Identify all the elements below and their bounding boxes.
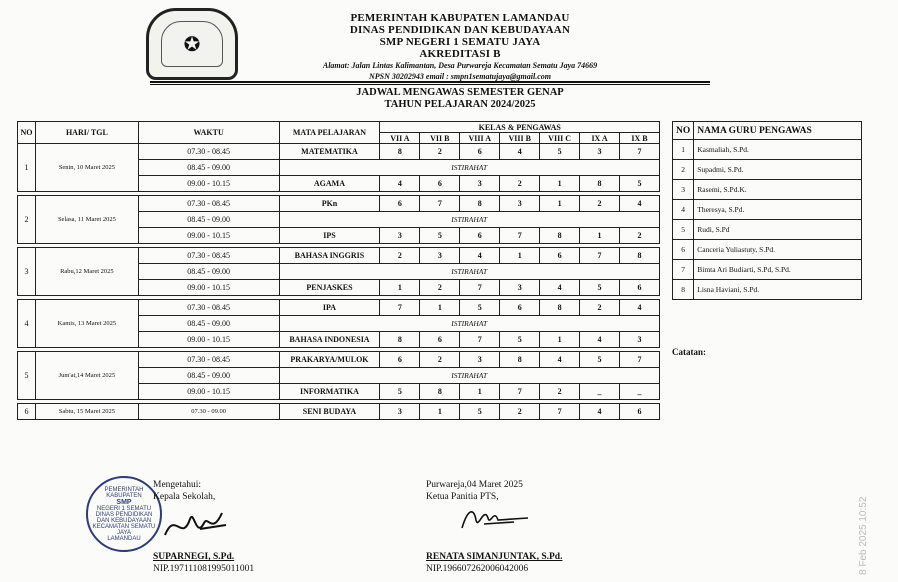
cell-value: 3 <box>420 248 460 264</box>
cell-value: 5 <box>420 228 460 244</box>
cell-subject: AGAMA <box>279 176 380 192</box>
guru-row <box>673 260 862 280</box>
guru-no: 5 <box>673 220 694 240</box>
schedule-table <box>17 121 660 420</box>
cell-value: 2 <box>500 176 540 192</box>
cell-break-time: 08.45 - 09.00 <box>138 160 279 176</box>
cell-value: 1 <box>500 248 540 264</box>
cell-value: 1 <box>540 196 580 212</box>
cell-value: 2 <box>380 248 420 264</box>
cell-value: 8 <box>540 300 580 316</box>
cell-no: 1 <box>18 144 36 192</box>
cell-subject: IPS <box>279 228 380 244</box>
cell-break-time: 08.45 - 09.00 <box>138 212 279 228</box>
emblem-icon: ✪ <box>161 21 223 67</box>
cell-no: 3 <box>18 248 36 296</box>
cell-value: 3 <box>380 228 420 244</box>
guru-name: Bimta Ari Budiarti, S.Pd, S.Pd. <box>694 260 862 280</box>
col-class: VIII A <box>460 133 500 144</box>
guru-row <box>673 280 862 300</box>
cell-value: 4 <box>540 280 580 296</box>
cell-value: 6 <box>540 248 580 264</box>
cell-value: 3 <box>500 280 540 296</box>
cell-value: 6 <box>460 228 500 244</box>
stamp-line-3: DAN KEBUDAYAAN <box>96 517 152 524</box>
cell-day: Rabu,12 Maret 2025 <box>35 248 138 296</box>
guru-row <box>673 140 862 160</box>
cell-value: 7 <box>620 352 660 368</box>
sign-left-name: SUPARNEGI, S.Pd. <box>153 552 235 562</box>
cell-value: 8 <box>500 352 540 368</box>
cell-value: 5 <box>460 300 500 316</box>
cell-break-label: ISTIRAHAT <box>279 368 660 384</box>
cell-time: 07.30 - 08.45 <box>138 300 279 316</box>
sign-right-nip: NIP.196607262006042006 <box>426 564 529 574</box>
guru-table <box>672 121 862 300</box>
catatan-label: Catatan: <box>672 347 706 357</box>
guru-name: Rasemi, S.Pd.K. <box>694 180 862 200</box>
cell-value: 4 <box>580 332 620 348</box>
cell-subject: PRAKARYA/MULOK <box>279 352 380 368</box>
cell-value: 1 <box>420 404 460 420</box>
cell-no: 4 <box>18 300 36 348</box>
header-rule <box>150 81 710 85</box>
col-group: KELAS & PENGAWAS <box>380 122 660 133</box>
cell-value: 7 <box>460 332 500 348</box>
cell-time: 07.30 - 08.45 <box>138 352 279 368</box>
cell-subject: SENI BUDAYA <box>279 404 380 420</box>
guru-name: Theresya, S.Pd. <box>694 200 862 220</box>
cell-value: 5 <box>620 176 660 192</box>
guru-name: Kasmaliah, S.Pd. <box>694 140 862 160</box>
cell-value: 2 <box>580 196 620 212</box>
guru-row <box>673 220 862 240</box>
table-row <box>18 144 660 160</box>
header-line-3: SMP NEGERI 1 SEMATU JAYA <box>379 36 541 48</box>
guru-row <box>673 200 862 220</box>
cell-break-label: ISTIRAHAT <box>279 160 660 176</box>
cell-value: 7 <box>500 228 540 244</box>
cell-subject: BAHASA INDONESIA <box>279 332 380 348</box>
col-time: WAKTU <box>138 122 279 144</box>
cell-break-label: ISTIRAHAT <box>279 264 660 280</box>
cell-time: 09.00 - 10.15 <box>138 176 279 192</box>
cell-break-time: 08.45 - 09.00 <box>138 368 279 384</box>
sign-right-line-1: Purwareja,04 Maret 2025 <box>426 480 523 490</box>
guru-no: 7 <box>673 260 694 280</box>
cell-value: 2 <box>500 404 540 420</box>
cell-value: 8 <box>420 384 460 400</box>
cell-value: 7 <box>500 384 540 400</box>
cell-time: 07.30 - 09.00 <box>138 404 279 420</box>
col-class: IX B <box>620 133 660 144</box>
guru-no: 8 <box>673 280 694 300</box>
cell-value: 7 <box>420 196 460 212</box>
cell-value: 7 <box>580 248 620 264</box>
cell-value: 3 <box>380 404 420 420</box>
cell-value: 6 <box>620 280 660 296</box>
sign-right-name: RENATA SIMANJUNTAK, S.Pd. <box>426 552 563 562</box>
cell-day: Selasa, 11 Maret 2025 <box>35 196 138 244</box>
cell-time: 07.30 - 08.45 <box>138 144 279 160</box>
cell-value: 5 <box>380 384 420 400</box>
sign-left-line-2: Kepala Sekolah, <box>153 492 216 502</box>
header-line-4: AKREDITASI B <box>419 48 501 60</box>
cell-value: 6 <box>380 196 420 212</box>
cell-value: 4 <box>500 144 540 160</box>
cell-value: 8 <box>540 228 580 244</box>
sign-right-line-2: Ketua Panitia PTS, <box>426 492 499 502</box>
cell-value: 4 <box>460 248 500 264</box>
guru-row <box>673 240 862 260</box>
cell-no: 5 <box>18 352 36 400</box>
cell-value: 5 <box>500 332 540 348</box>
header-line-1: PEMERINTAH KABUPATEN LAMANDAU <box>350 12 570 24</box>
col-day: HARI/ TGL <box>35 122 138 144</box>
guru-row <box>673 160 862 180</box>
header-line-2: DINAS PENDIDIKAN DAN KEBUDAYAAN <box>349 24 571 36</box>
cell-value: 6 <box>420 176 460 192</box>
cell-value: 4 <box>620 196 660 212</box>
col-class: VIII B <box>500 133 540 144</box>
cell-value: 4 <box>620 300 660 316</box>
cell-value: 6 <box>500 300 540 316</box>
stamp-line-4: KECAMATAN SEMATU JAYA <box>92 523 156 536</box>
table-row <box>18 248 660 264</box>
cell-value: 2 <box>580 300 620 316</box>
cell-value: 8 <box>380 144 420 160</box>
cell-value: 1 <box>580 228 620 244</box>
cell-value: 6 <box>420 332 460 348</box>
table-row <box>18 300 660 316</box>
table-row <box>18 404 660 420</box>
table-row <box>18 352 660 368</box>
cell-day: Jum'at,14 Maret 2025 <box>35 352 138 400</box>
cell-subject: INFORMATIKA <box>279 384 380 400</box>
cell-value: 2 <box>620 228 660 244</box>
cell-value: 5 <box>540 144 580 160</box>
cell-value: 1 <box>380 280 420 296</box>
cell-value: _ <box>620 384 660 400</box>
doc-title: JADWAL MENGAWAS SEMESTER GENAP <box>356 87 564 98</box>
doc-subtitle: TAHUN PELAJARAN 2024/2025 <box>384 99 536 110</box>
cell-break-time: 08.45 - 09.00 <box>138 264 279 280</box>
col-class: VII B <box>420 133 460 144</box>
cell-value: 1 <box>540 176 580 192</box>
cell-no: 2 <box>18 196 36 244</box>
guru-no: 1 <box>673 140 694 160</box>
cell-no: 6 <box>18 404 36 420</box>
col-class: VIII C <box>540 133 580 144</box>
guru-col-name: NAMA GURU PENGAWAS <box>694 122 862 140</box>
cell-break-label: ISTIRAHAT <box>279 316 660 332</box>
guru-no: 4 <box>673 200 694 220</box>
guru-name: Canceria Yuliastuty, S.Pd. <box>694 240 862 260</box>
cell-break-time: 08.45 - 09.00 <box>138 316 279 332</box>
cell-value: 4 <box>380 176 420 192</box>
sign-left-line-1: Mengetahui: <box>153 480 202 490</box>
cell-value: 1 <box>420 300 460 316</box>
cell-value: 5 <box>580 352 620 368</box>
cell-value: 8 <box>380 332 420 348</box>
guru-name: Rudi, S.Pd <box>694 220 862 240</box>
col-no: NO <box>18 122 36 144</box>
cell-value: 5 <box>460 404 500 420</box>
cell-value: 2 <box>420 144 460 160</box>
guru-row <box>673 180 862 200</box>
col-class: IX A <box>580 133 620 144</box>
cell-subject: MATEMATIKA <box>279 144 380 160</box>
col-class: VII A <box>380 133 420 144</box>
cell-value: 7 <box>380 300 420 316</box>
cell-subject: IPA <box>279 300 380 316</box>
cell-value: 2 <box>420 280 460 296</box>
cell-value: _ <box>580 384 620 400</box>
cell-time: 07.30 - 08.45 <box>138 196 279 212</box>
cell-value: 6 <box>380 352 420 368</box>
school-logo <box>146 8 238 80</box>
cell-day: Kamis, 13 Maret 2025 <box>35 300 138 348</box>
signature-left-icon <box>160 505 230 545</box>
cell-value: 2 <box>540 384 580 400</box>
cell-value: 4 <box>580 404 620 420</box>
stamp-bottom: LAMANDAU <box>107 535 141 542</box>
col-subject: MATA PELAJARAN <box>279 122 380 144</box>
cell-value: 2 <box>420 352 460 368</box>
cell-subject: PENJASKES <box>279 280 380 296</box>
cell-value: 1 <box>540 332 580 348</box>
stamp-top: PEMERINTAH KABUPATEN <box>104 486 144 499</box>
guru-name: Lisna Haviani, S.Pd. <box>694 280 862 300</box>
guru-no: 6 <box>673 240 694 260</box>
cell-day: Senin, 10 Maret 2025 <box>35 144 138 192</box>
stamp-smp: SMP <box>116 498 132 506</box>
cell-subject: PKn <box>279 196 380 212</box>
cell-value: 8 <box>620 248 660 264</box>
cell-time: 09.00 - 10.15 <box>138 332 279 348</box>
cell-value: 3 <box>580 144 620 160</box>
cell-value: 7 <box>620 144 660 160</box>
guru-no: 3 <box>673 180 694 200</box>
cell-value: 6 <box>460 144 500 160</box>
cell-time: 09.00 - 10.15 <box>138 280 279 296</box>
cell-time: 09.00 - 10.15 <box>138 228 279 244</box>
guru-no: 2 <box>673 160 694 180</box>
stamp-line-2: DINAS PENDIDIKAN <box>95 511 153 518</box>
cell-value: 5 <box>580 280 620 296</box>
timestamp-watermark: 8 Feb 2025 10:52 <box>858 496 869 575</box>
cell-day: Sabtu, 15 Maret 2025 <box>35 404 138 420</box>
guru-col-no: NO <box>673 122 694 140</box>
letterhead <box>250 12 670 82</box>
cell-value: 1 <box>460 384 500 400</box>
signature-right-icon <box>454 500 534 536</box>
guru-name: Supadmi, S.Pd. <box>694 160 862 180</box>
cell-value: 6 <box>620 404 660 420</box>
cell-subject: BAHASA INGGRIS <box>279 248 380 264</box>
cell-value: 8 <box>580 176 620 192</box>
header-contact: NPSN 30202943 email : smpn1sematujaya@gmail.com <box>369 72 551 81</box>
cell-value: 8 <box>460 196 500 212</box>
cell-value: 7 <box>540 404 580 420</box>
cell-value: 3 <box>500 196 540 212</box>
cell-time: 07.30 - 08.45 <box>138 248 279 264</box>
header-address: Alamat: Jalan Lintas Kalimantan, Desa Purwareja Kecamatan Sematu Jaya 74669 <box>322 61 598 70</box>
sign-left-nip: NIP.197111081995011001 <box>153 564 255 574</box>
cell-time: 09.00 - 10.15 <box>138 384 279 400</box>
cell-value: 3 <box>460 176 500 192</box>
stamp-line-1: NEGERI 1 SEMATU <box>96 505 152 512</box>
cell-break-label: ISTIRAHAT <box>279 212 660 228</box>
cell-value: 4 <box>540 352 580 368</box>
cell-value: 3 <box>460 352 500 368</box>
cell-value: 7 <box>460 280 500 296</box>
table-row <box>18 196 660 212</box>
school-stamp <box>86 476 162 552</box>
cell-value: 3 <box>620 332 660 348</box>
